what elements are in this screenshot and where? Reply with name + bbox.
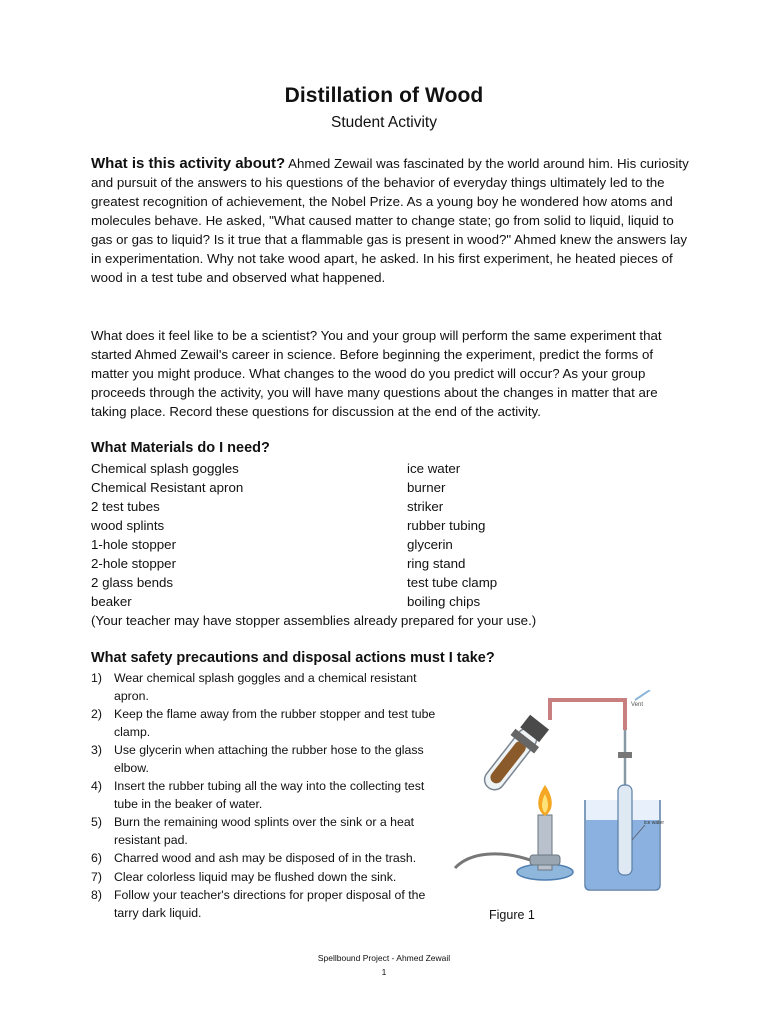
safety-item [91,706,451,741]
safety-item [91,778,451,813]
scientist-paragraph: What does it feel like to be a scientist? You and your group will perform the same experiment that started Ahmed Zewail's career in science. Before beginning the experiment, predict the forms of matter you might produce. What changes to the wood do you predict will occur? As your group proceeds through the activity, you will have many questions about the changes in matter that are taking place. Record these questions for discussion at the end of the activity. [91,328,662,419]
safety-item-number: 5) [91,815,102,829]
safety-list [91,670,451,923]
material-item: 2 test tubes [91,499,160,514]
safety-item-number: 3) [91,743,102,757]
safety-item [91,887,451,922]
document-subtitle: Student Activity [331,114,437,131]
safety-item-text: Charred wood and ash may be disposed of in the trash. [114,851,417,865]
distillation-apparatus-figure [450,690,670,905]
safety-item-text: Burn the remaining wood splints over the sink or a heat resistant pad. [114,815,415,847]
material-item: striker [407,499,444,514]
material-item: glycerin [407,537,453,552]
safety-item-text: Follow your teacher's directions for proper disposal of the tarry dark liquid. [114,888,426,920]
materials-row [91,478,691,497]
material-item: ice water [407,461,461,476]
materials-heading: What Materials do I need? [91,440,270,456]
materials-row [91,459,691,478]
safety-item-text: Keep the flame away from the rubber stopper and test tube clamp. [114,707,436,739]
gas-hose [455,854,530,868]
ring-stand-clamp [618,752,632,758]
safety-item-number: 4) [91,779,102,793]
material-item: test tube clamp [407,575,498,590]
safety-item-text: Wear chemical splash goggles and a chemical resistant apron. [114,671,417,703]
material-item: rubber tubing [407,518,486,533]
vent-label: Vent [631,702,644,708]
material-item: beaker [91,594,132,609]
intro-heading: What is this activity about? [91,155,286,172]
page-footer [0,951,768,979]
materials-row [91,497,691,516]
figure-caption: Figure 1 [489,908,535,922]
material-item: wood splints [91,518,165,533]
safety-item-text: Use glycerin when attaching the rubber hose to the glass elbow. [114,743,424,775]
intro-text: Ahmed Zewail was fascinated by the world around him. His curiosity and pursuit of the answers to his questions of the behavior of everyday things ultimately led to the greatest recognition of achievement, the Nobel Prize. As a young boy he wondered how atoms and molecules behave. He asked, "What caused matter to change state; go from solid to liquid, liquid to gas or gas to liquid? Is it true that a flammable gas is present in wood?" Ahmed knew the answers lay in experimentation. Why not take wood apart, he asked. In his first experiment, he heated pieces of wood in a test tube and observed what happened. [91,156,689,285]
material-item: ring stand [407,556,466,571]
safety-item [91,850,451,868]
safety-item-text: Insert the rubber tubing all the way into the collecting test tube in the beaker of water. [114,779,425,811]
safety-item [91,814,451,849]
materials-row [91,535,691,554]
material-item: Chemical Resistant apron [91,480,244,495]
vent-gas [635,690,650,700]
safety-item-number: 8) [91,888,102,902]
safety-item [91,742,451,777]
material-item: boiling chips [407,594,481,609]
safety-heading: What safety precautions and disposal actions must I take? [91,650,495,666]
material-item: 2 glass bends [91,575,174,590]
heated-test-tube [477,713,552,797]
material-item: 2-hole stopper [91,556,177,571]
safety-item-number: 7) [91,869,102,884]
page-number: 1 [381,967,387,977]
intro-paragraph [91,154,691,287]
footer-project: Spellbound Project - Ahmed Zewail [317,953,451,963]
material-item: burner [407,480,446,495]
materials-note: (Your teacher may have stopper assemblies already prepared for your use.) [91,613,537,628]
materials-row [91,516,691,535]
material-item: Chemical splash goggles [91,461,239,476]
materials-row [91,554,691,573]
safety-item-number: 6) [91,851,102,865]
materials-list [91,459,691,611]
material-item: 1-hole stopper [91,537,177,552]
safety-item-number: 1) [91,671,102,685]
safety-item [91,869,451,887]
document-title: Distillation of Wood [284,84,484,107]
safety-item-number: 2) [91,707,102,721]
collecting-test-tube [618,785,632,875]
materials-row [91,573,691,592]
rubber-tubing [550,700,625,730]
materials-row [91,592,691,611]
safety-item-text: Clear colorless liquid may be flushed down the sink. [114,869,397,884]
burner-collar [530,855,560,865]
safety-item [91,670,451,705]
ice-water-label: ice water [644,820,665,826]
